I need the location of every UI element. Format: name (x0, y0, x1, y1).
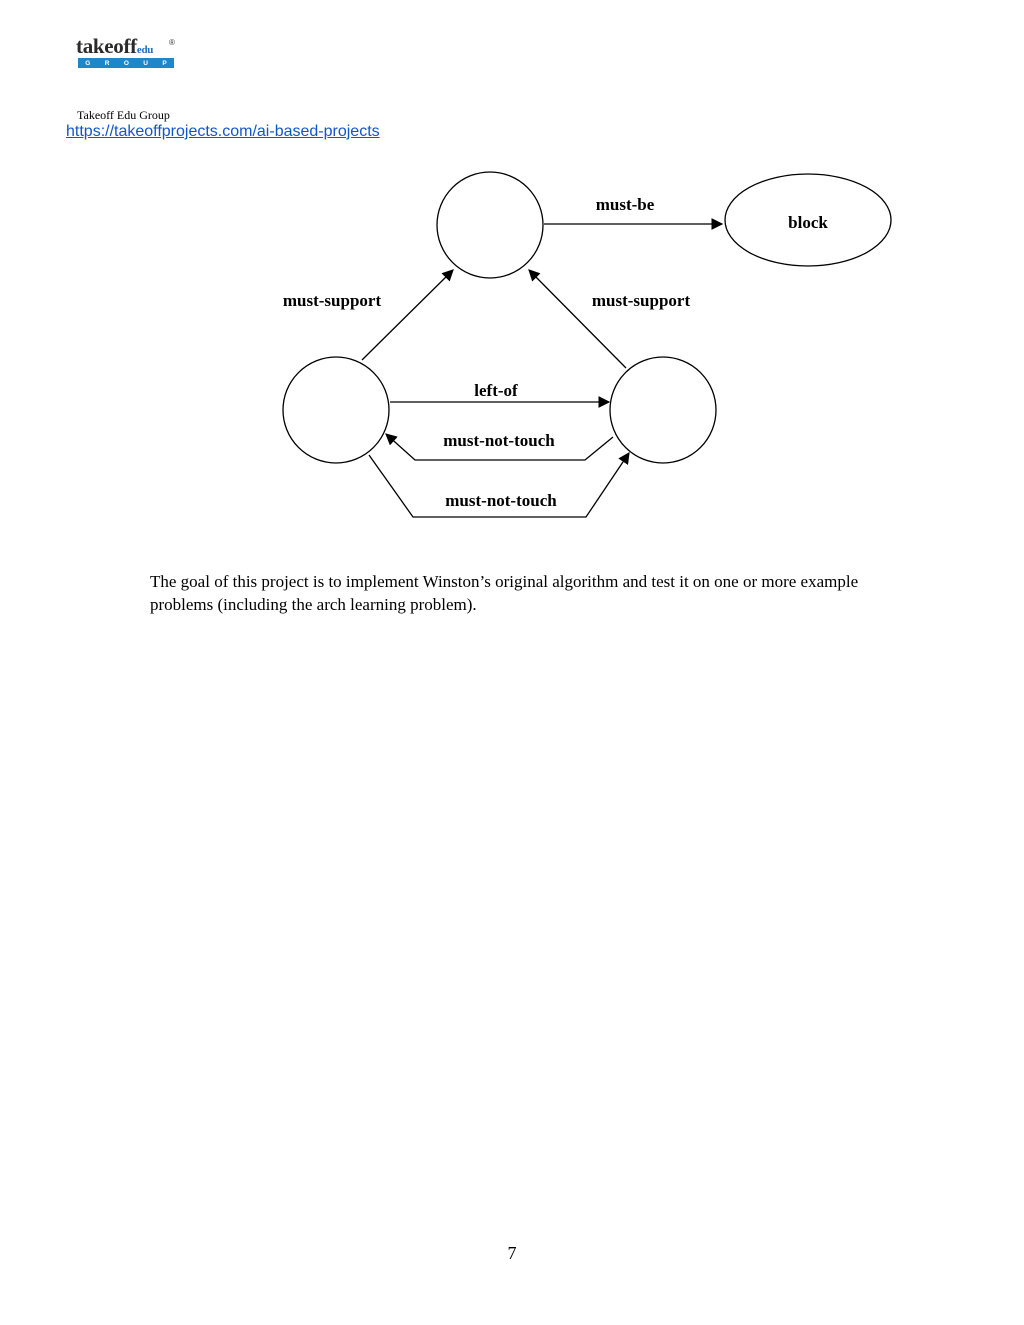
project-url-link[interactable]: https://takeoffprojects.com/ai-based-projects (66, 123, 380, 140)
logo-band-letter: P (162, 59, 167, 67)
logo-band-letter: O (123, 59, 129, 67)
right-node-circle (610, 357, 716, 463)
must-not-touch-label-1: must-not-touch (443, 431, 555, 450)
organization-name: Takeoff Edu Group (77, 108, 170, 122)
logo-band-letter: G (85, 59, 91, 67)
must-support-right-arrow (529, 270, 626, 368)
must-support-left-arrow (362, 270, 453, 360)
arch-semantic-network-diagram (0, 0, 1024, 560)
project-goal-paragraph: The goal of this project is to implement Winston’s original algorithm and test it on one or more example problems (including the arch learning problem). (150, 572, 859, 614)
registered-mark-icon: ® (169, 38, 175, 47)
logo-sub-text: edu (136, 44, 154, 56)
must-not-touch-label-2: must-not-touch (445, 491, 557, 510)
block-label: block (788, 213, 828, 232)
must-support-left-label: must-support (282, 291, 382, 310)
left-node-circle (283, 357, 389, 463)
top-node-circle (437, 172, 543, 278)
logo-band-letter: U (143, 59, 148, 67)
must-be-label: must-be (595, 195, 655, 214)
must-support-right-label: must-support (591, 291, 691, 310)
left-of-label: left-of (474, 381, 518, 400)
logo-main-text: takeoff (76, 34, 137, 58)
logo-band-letter: R (104, 59, 110, 67)
page-number: 7 (507, 1243, 517, 1263)
